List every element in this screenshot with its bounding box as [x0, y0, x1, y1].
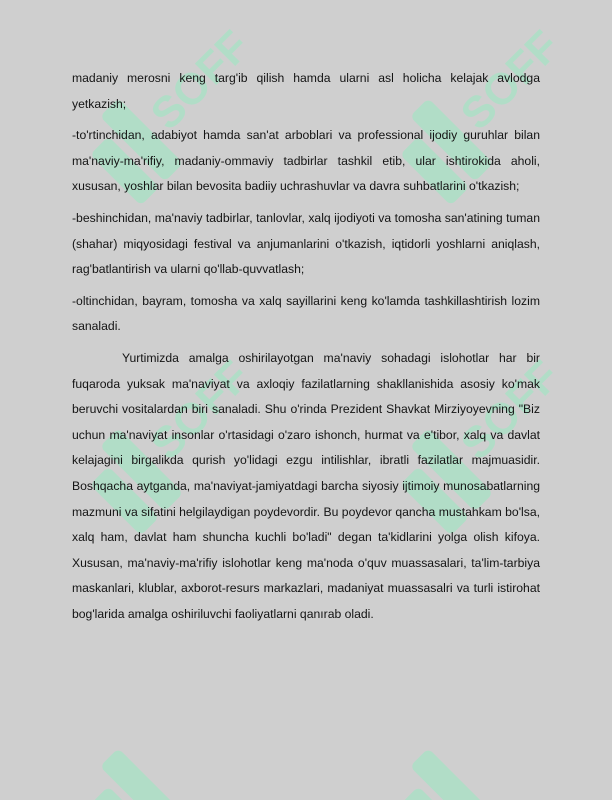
soff-watermark-logo: [70, 680, 240, 800]
watermark-text: SOFF: [451, 21, 570, 140]
paragraph-fifth: -beshinchidan, ma'naviy tadbirlar, tanlovlar, xalq ijodiyoti va tomosha san'atining tuman (shahar) miqyosidagi festival va anjumanlarini o'tkazish, iqtidorli yoshlarni aniqlash, rag'batlantirish va ularni qo'llab-quvvatlash;: [72, 210, 540, 277]
soff-watermark-logo: [380, 680, 550, 800]
watermark-text: SOFF: [141, 351, 260, 470]
watermark-text: SOFF: [451, 351, 570, 470]
paragraph-reforms: Yurtimizda amalga oshirilayotgan ma'naviy sohadagi islohotlar har bir fuqaroda yuksak ma'naviyat va axloqiy fazilatlarning shakllanishida asosiy ko'mak beruvchi vositalardan biri sanaladi. Shu o'rinda Prezident Shavkat Mirziyoyevning "Biz uchun ma'naviyat insonlar o'rtasidagi o'zaro ishonch, hurmat va e'tibor, xalq va davlat kelajagini birgalikda qurish yo'lidagi ezgu intilishlar, ibratli fazilatlar majmuasidir. Boshqacha aytganda, ma'naviyat-jamiyatdagi barcha siyosiy ijtimoiy munosabatlarning mazmuni va sifatini helgilaydigan poydevordir. Bu poydevor qancha mustahkam bo'lsa, xalq ham, davlat ham shuncha kuchli bo'ladi" degan ta'kidlarini yolga olish kifoya. Xususan, ma'naviy-ma'rifiy islohotlar keng ma'noda o'quv muassasalari, ta'lim-tarbiya maskanlari, klublar, axborot-resurs markazlari, madaniyat muassasalri va turli istirohat bog'larida amalga oshiriluvchi faoliyatlarni qanırab oladi.: [72, 350, 540, 621]
watermark-text: SOFF: [141, 21, 260, 140]
paragraph-sixth: -oltinchidan, bayram, tomosha va xalq sayillarini keng ko'lamda tashkillashtirish lozim sanaladi.: [72, 293, 540, 334]
paragraph-fourth: -to'rtinchidan, adabiyot hamda san'at arboblari va professional ijodiy guruhlar bilan ma'naviy-ma'rifiy, madaniy-ommaviy tadbirlar tashkil etib, ular ishtirokida aholi, xususan, yoshlar bilan bevosita badiiy uchrashuvlar va davra suhbatlarini o'tkazish;: [72, 128, 540, 194]
paragraph-heritage: madaniy merosni keng targ'ib qilish hamda ularni asl holicha kelajak avlodga yetkazish;: [72, 71, 540, 111]
document-body: [72, 66, 540, 633]
